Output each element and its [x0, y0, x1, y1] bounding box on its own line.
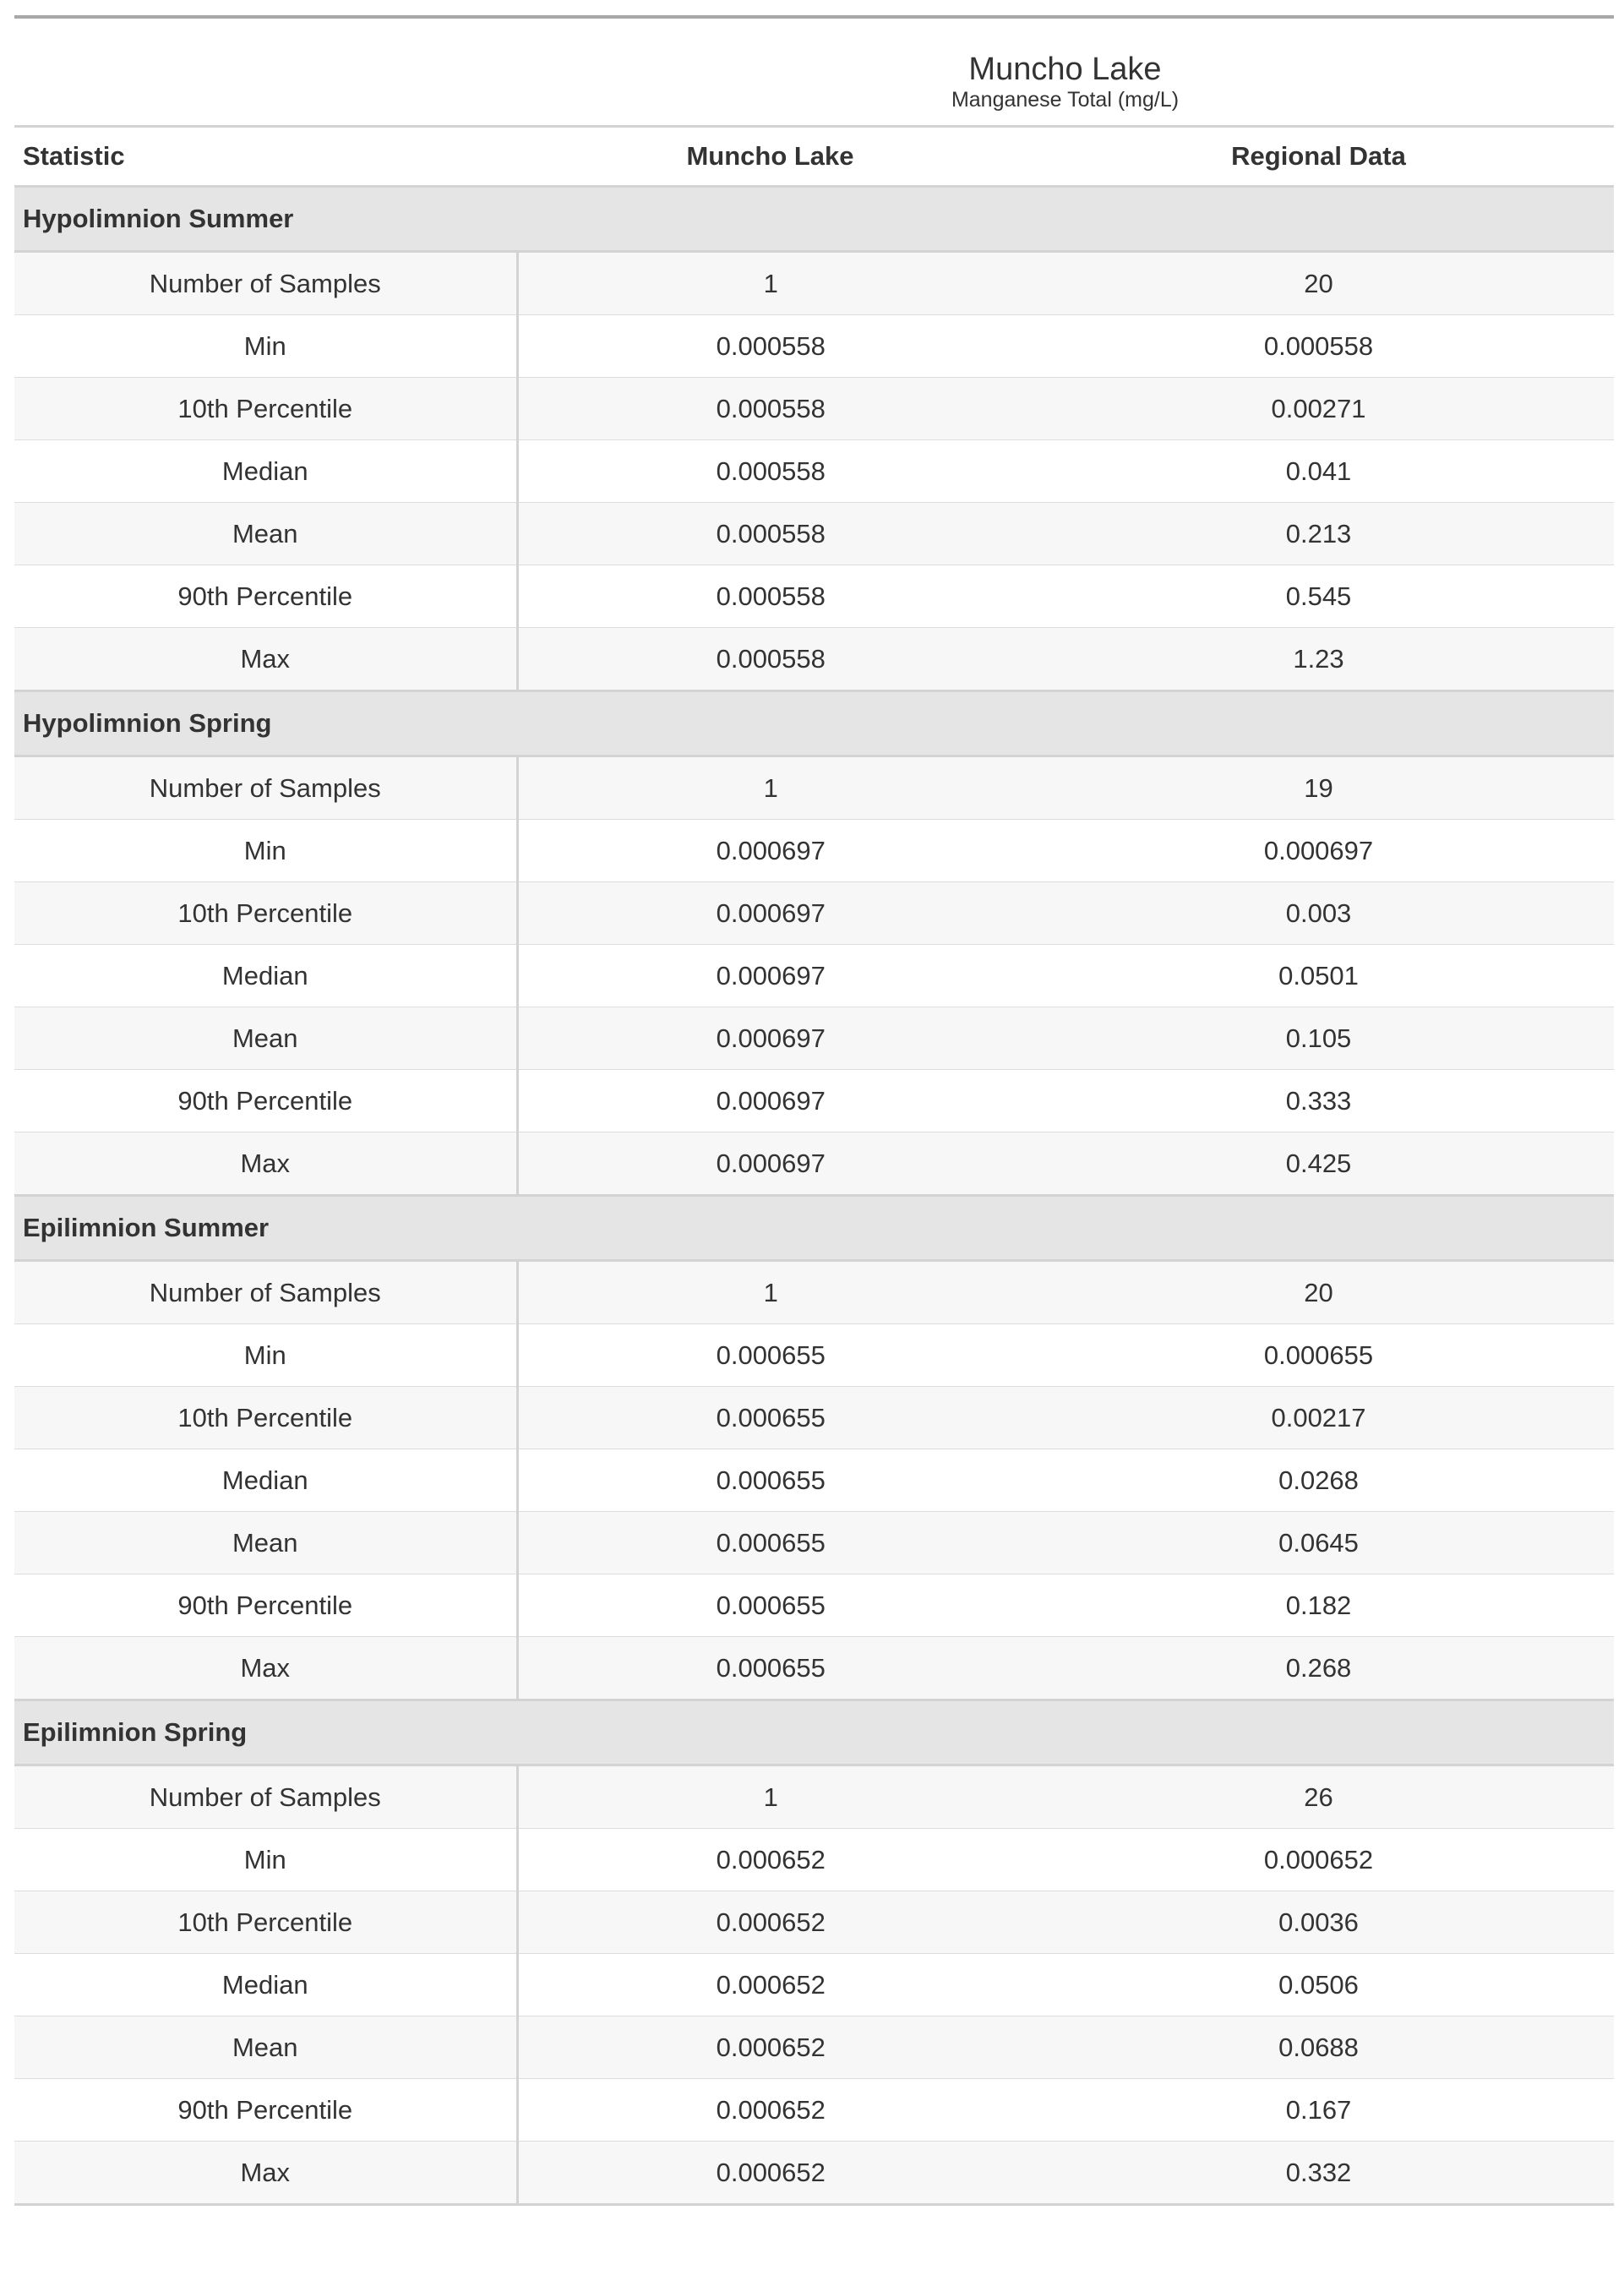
site-value-cell: 0.000652: [517, 2016, 1023, 2079]
regional-value-cell: 0.268: [1023, 1637, 1614, 1700]
regional-value-cell: 0.0501: [1023, 945, 1614, 1007]
table-row: [14, 1070, 1614, 1132]
regional-value-cell: 0.00217: [1023, 1387, 1614, 1449]
table-row: [14, 1261, 1614, 1324]
stat-cell: Mean: [14, 1512, 517, 1574]
site-value-cell: 1: [517, 756, 1023, 820]
site-value-cell: 0.000558: [517, 628, 1023, 691]
site-value-cell: 0.000655: [517, 1324, 1023, 1387]
site-value-cell: 0.000655: [517, 1574, 1023, 1637]
stat-cell: Max: [14, 628, 517, 691]
table-row: [14, 1007, 1614, 1070]
stat-cell: 90th Percentile: [14, 2079, 517, 2142]
stat-cell: Mean: [14, 2016, 517, 2079]
stat-cell: 90th Percentile: [14, 565, 517, 628]
table-row: [14, 1954, 1614, 2016]
regional-value-cell: 0.105: [1023, 1007, 1614, 1070]
stat-cell: Mean: [14, 1007, 517, 1070]
regional-value-cell: 1.23: [1023, 628, 1614, 691]
group-row: [14, 1700, 1614, 1765]
stat-cell: Mean: [14, 503, 517, 565]
group-row: [14, 187, 1614, 252]
regional-value-cell: 0.425: [1023, 1132, 1614, 1196]
regional-value-cell: 0.000655: [1023, 1324, 1614, 1387]
table-row: [14, 2142, 1614, 2205]
site-value-cell: 0.000697: [517, 820, 1023, 882]
site-value-cell: 1: [517, 1261, 1023, 1324]
table-row: [14, 820, 1614, 882]
site-value-cell: 0.000655: [517, 1449, 1023, 1512]
table-row: [14, 440, 1614, 503]
table-row: [14, 1765, 1614, 1829]
site-value-cell: 0.000558: [517, 315, 1023, 378]
regional-value-cell: 0.003: [1023, 882, 1614, 945]
stat-cell: Max: [14, 1132, 517, 1196]
group-label: Epilimnion Spring: [14, 1700, 1614, 1765]
summary-table-container: [14, 15, 1614, 2206]
regional-value-cell: 0.332: [1023, 2142, 1614, 2205]
regional-value-cell: 0.167: [1023, 2079, 1614, 2142]
group-label: Hypolimnion Summer: [14, 187, 1614, 252]
table-row: [14, 1574, 1614, 1637]
regional-value-cell: 0.545: [1023, 565, 1614, 628]
stat-cell: Number of Samples: [14, 1261, 517, 1324]
table-row: [14, 1829, 1614, 1891]
stat-cell: 10th Percentile: [14, 1891, 517, 1954]
site-value-cell: 0.000558: [517, 565, 1023, 628]
column-header-regional: Regional Data: [1023, 127, 1614, 187]
table-row: [14, 2079, 1614, 2142]
site-value-cell: 0.000652: [517, 2079, 1023, 2142]
table-row: [14, 2016, 1614, 2079]
site-value-cell: 1: [517, 252, 1023, 315]
stat-cell: Median: [14, 1449, 517, 1512]
stat-cell: Max: [14, 2142, 517, 2205]
site-value-cell: 0.000652: [517, 2142, 1023, 2205]
summary-table: [14, 15, 1614, 2206]
regional-value-cell: 0.0268: [1023, 1449, 1614, 1512]
table-row: [14, 378, 1614, 440]
stat-cell: Min: [14, 1829, 517, 1891]
site-value-cell: 0.000558: [517, 503, 1023, 565]
table-row: [14, 1132, 1614, 1196]
stat-cell: Min: [14, 315, 517, 378]
site-value-cell: 0.000655: [517, 1387, 1023, 1449]
table-header: [14, 17, 1614, 187]
site-value-cell: 1: [517, 1765, 1023, 1829]
stat-cell: Max: [14, 1637, 517, 1700]
table-row: [14, 503, 1614, 565]
stat-cell: Median: [14, 1954, 517, 2016]
regional-value-cell: 0.0688: [1023, 2016, 1614, 2079]
group-row: [14, 1196, 1614, 1261]
stat-cell: 10th Percentile: [14, 378, 517, 440]
table-row: [14, 1512, 1614, 1574]
site-value-cell: 0.000558: [517, 440, 1023, 503]
table-body: [14, 187, 1614, 2205]
regional-value-cell: 20: [1023, 252, 1614, 315]
table-subtitle: Manganese Total (mg/L): [951, 88, 1180, 112]
column-header-site: Muncho Lake: [517, 127, 1023, 187]
stat-cell: Number of Samples: [14, 252, 517, 315]
regional-value-cell: 20: [1023, 1261, 1614, 1324]
table-row: [14, 565, 1614, 628]
site-value-cell: 0.000558: [517, 378, 1023, 440]
site-value-cell: 0.000655: [517, 1637, 1023, 1700]
stat-cell: 10th Percentile: [14, 882, 517, 945]
site-value-cell: 0.000652: [517, 1829, 1023, 1891]
stat-cell: Min: [14, 820, 517, 882]
site-value-cell: 0.000697: [517, 1132, 1023, 1196]
group-label: Epilimnion Summer: [14, 1196, 1614, 1261]
table-row: [14, 882, 1614, 945]
site-value-cell: 0.000697: [517, 945, 1023, 1007]
regional-value-cell: 0.041: [1023, 440, 1614, 503]
stat-cell: Number of Samples: [14, 756, 517, 820]
table-row: [14, 756, 1614, 820]
regional-value-cell: 0.00271: [1023, 378, 1614, 440]
group-label: Hypolimnion Spring: [14, 691, 1614, 756]
site-value-cell: 0.000697: [517, 1007, 1023, 1070]
site-value-cell: 0.000652: [517, 1954, 1023, 2016]
stat-cell: 90th Percentile: [14, 1070, 517, 1132]
stat-cell: Min: [14, 1324, 517, 1387]
table-row: [14, 1324, 1614, 1387]
table-title: Muncho Lake: [968, 52, 1162, 87]
table-row: [14, 1387, 1614, 1449]
site-value-cell: 0.000652: [517, 1891, 1023, 1954]
regional-value-cell: 26: [1023, 1765, 1614, 1829]
site-value-cell: 0.000697: [517, 882, 1023, 945]
stat-cell: Number of Samples: [14, 1765, 517, 1829]
table-row: [14, 252, 1614, 315]
stat-cell: Median: [14, 440, 517, 503]
table-row: [14, 315, 1614, 378]
regional-value-cell: 0.000558: [1023, 315, 1614, 378]
regional-value-cell: 0.213: [1023, 503, 1614, 565]
regional-value-cell: 0.333: [1023, 1070, 1614, 1132]
stat-cell: Median: [14, 945, 517, 1007]
site-value-cell: 0.000655: [517, 1512, 1023, 1574]
table-row: [14, 1637, 1614, 1700]
stat-cell: 10th Percentile: [14, 1387, 517, 1449]
regional-value-cell: 0.000652: [1023, 1829, 1614, 1891]
regional-value-cell: 0.0036: [1023, 1891, 1614, 1954]
table-row: [14, 1891, 1614, 1954]
column-header-statistic: Statistic: [14, 127, 517, 187]
regional-value-cell: 0.182: [1023, 1574, 1614, 1637]
regional-value-cell: 0.0506: [1023, 1954, 1614, 2016]
table-row: [14, 1449, 1614, 1512]
regional-value-cell: 0.0645: [1023, 1512, 1614, 1574]
table-row: [14, 945, 1614, 1007]
table-row: [14, 628, 1614, 691]
regional-value-cell: 19: [1023, 756, 1614, 820]
site-value-cell: 0.000697: [517, 1070, 1023, 1132]
stat-cell: 90th Percentile: [14, 1574, 517, 1637]
group-row: [14, 691, 1614, 756]
regional-value-cell: 0.000697: [1023, 820, 1614, 882]
